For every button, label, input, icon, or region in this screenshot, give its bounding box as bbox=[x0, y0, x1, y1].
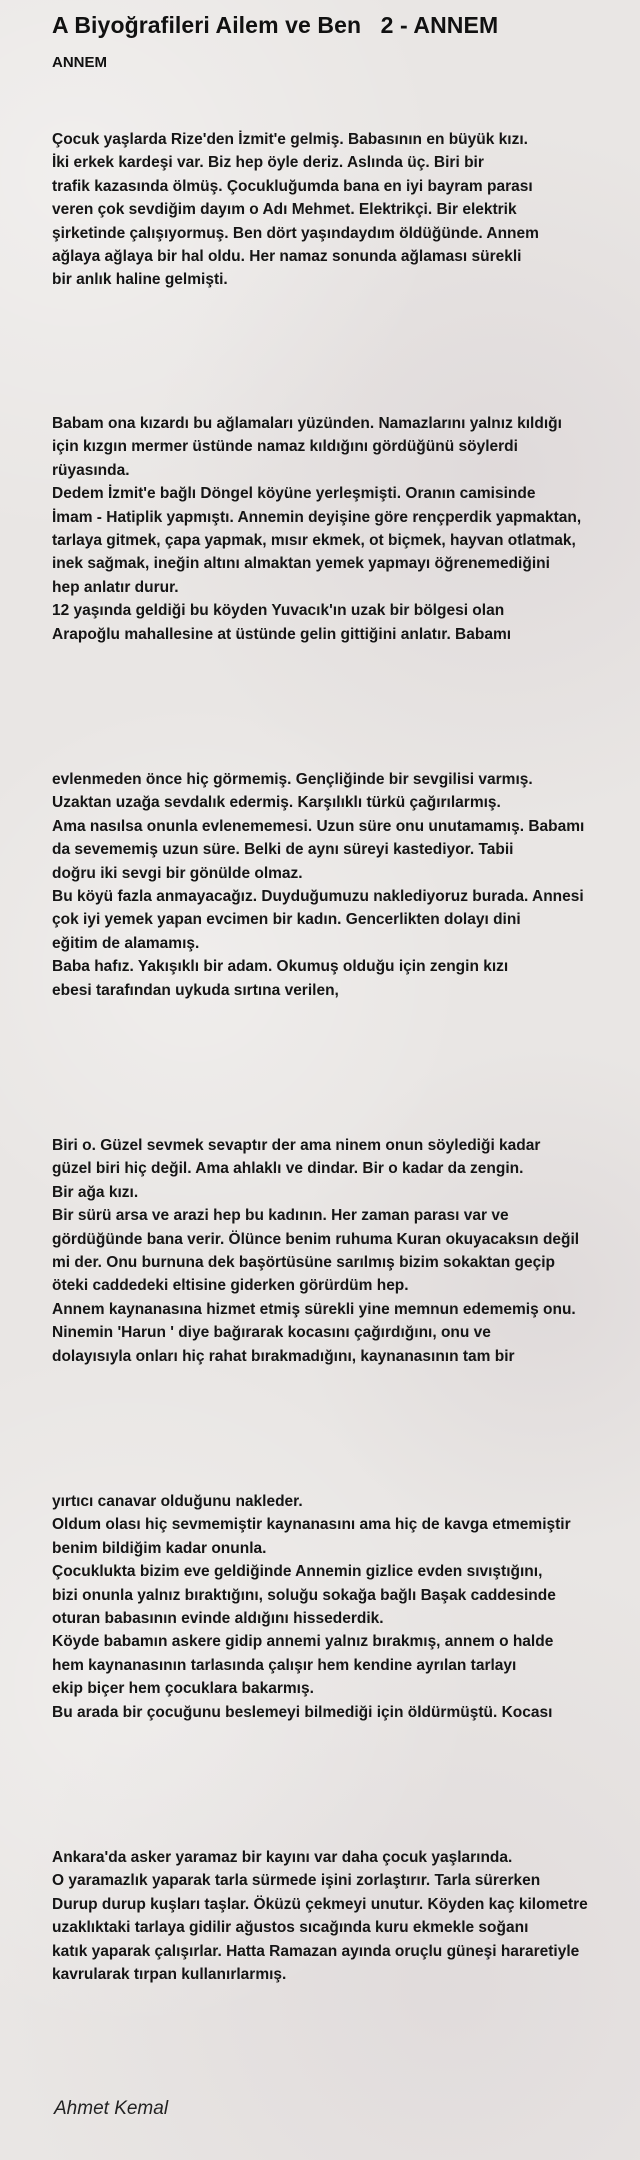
text-line: çok iyi yemek yapan evcimen bir kadın. Gencerlikten dolayı dini bbox=[52, 911, 521, 929]
text-line: inek sağmak, ineğin altını almaktan yemek yapmayı öğrenemediğini bbox=[52, 555, 550, 573]
paragraph bbox=[52, 768, 632, 1002]
text-line: İmam - Hatiplik yapmıştı. Annemin deyişine göre rençperdik yapmaktan, bbox=[52, 508, 582, 526]
page-title: A Biyoğrafileri Ailem ve Ben 2 - ANNEM bbox=[52, 12, 499, 38]
text-line: Bu arada bir çocuğunu beslemeyi bilmediği için öldürmüştü. Kocası bbox=[52, 1703, 553, 1721]
paragraph bbox=[52, 1846, 632, 1986]
text-line: doğru iki sevgi bir gönülde olmaz. bbox=[52, 864, 303, 882]
text-line: Ankara'da asker yaramaz bir kayını var daha çocuk yaşlarında. bbox=[52, 1849, 513, 1866]
paragraph bbox=[52, 1134, 632, 1368]
text-line: 12 yaşında geldiği bu köyden Yuvacık'ın uzak bir bölgesi olan bbox=[52, 602, 505, 620]
text-line: Durup durup kuşları taşlar. Öküzü çekmeyi unutur. Köyden kaç kilometre bbox=[52, 1895, 588, 1913]
text-line: Bu köyü fazla anmayacağız. Duyduğumuzu naklediyoruz burada. Annesi bbox=[52, 888, 584, 906]
text-line: mi der. Onu burnuna dek başörtüsüne sarılmış bizim sokaktan geçip bbox=[52, 1254, 556, 1272]
text-line: katık yaparak çalışırlar. Hatta Ramazan ayında oruçlu güneşi hararetiyle bbox=[52, 1942, 580, 1960]
text-line: oturan babasının evinde aldığını hissederdik. bbox=[52, 1610, 384, 1628]
text-line: Ama nasılsa onunla evlenememesi. Uzun süre onu unutamamış. Babamı bbox=[52, 817, 585, 835]
text-line: Bir sürü arsa ve arazi hep bu kadının. Her zaman parası var ve bbox=[52, 1207, 509, 1225]
text-line: uzaklıktaki tarlaya gidilir ağustos sıcağında kuru ekmekle soğanı bbox=[52, 1919, 529, 1937]
text-line: Ninemin 'Harun ' diye bağırarak kocasını çağırdığını, onu ve bbox=[52, 1324, 491, 1342]
text-line: tarlaya gitmek, çapa yapmak, mısır ekmek, ot biçmek, hayvan otlatmak, bbox=[52, 532, 576, 550]
text-line: bizi onunla yalnız bıraktığını, soluğu sokağa bağlı Başak caddesinde bbox=[52, 1586, 556, 1604]
text-line: Annem kaynanasına hizmet etmiş sürekli yine memnun edememiş onu. bbox=[52, 1300, 576, 1318]
text-line: hep anlatır durur. bbox=[52, 578, 179, 596]
text-line: ekip biçer hem çocuklara bakarmış. bbox=[52, 1680, 314, 1698]
paragraph bbox=[52, 1490, 632, 1724]
text-line: ağlaya ağlaya bir hal oldu. Her namaz sonunda ağlaması sürekli bbox=[52, 248, 522, 266]
paragraph bbox=[52, 412, 632, 646]
text-line: Bir ağa kızı. bbox=[52, 1183, 139, 1201]
text-line: dolayısıyla onları hiç rahat bırakmadığını, kaynanasının tam bir bbox=[52, 1347, 515, 1365]
text-line: yırtıcı canavar olduğunu nakleder. bbox=[52, 1493, 303, 1510]
text-line: kavrularak tırpan kullanırlarmış. bbox=[52, 1966, 287, 1984]
author-signature: Ahmet Kemal bbox=[54, 2098, 169, 2119]
text-line: eğitim de alamamış. bbox=[52, 934, 200, 952]
page-subtitle: ANNEM bbox=[52, 54, 107, 71]
text-line: gördüğünde bana verir. Ölünce benim ruhuma Kuran okuyacaksın değil bbox=[52, 1230, 580, 1248]
text-line: Çocuklukta bizim eve geldiğinde Annemin gizlice evden sıvıştığını, bbox=[52, 1563, 543, 1581]
text-line: ebesi tarafından uykuda sırtına verilen, bbox=[52, 981, 339, 999]
text-line: bir anlık haline gelmişti. bbox=[52, 271, 228, 289]
text-line: rüyasında. bbox=[52, 461, 130, 479]
text-line: Uzaktan uzağa sevdalık edermiş. Karşılıklı türkü çağırılarmış. bbox=[52, 794, 501, 812]
text-line: Arapoğlu mahallesine at üstünde gelin gittiğini anlatır. Babamı bbox=[52, 625, 512, 643]
text-line: evlenmeden önce hiç görmemiş. Gençliğinde bir sevgilisi varmış. bbox=[52, 771, 533, 788]
text-line: trafik kazasında ölmüş. Çocukluğumda bana en iyi bayram parası bbox=[52, 177, 533, 195]
text-line: Baba hafız. Yakışıklı bir adam. Okumuş olduğu için zengin kızı bbox=[52, 958, 509, 976]
text-line: Çocuk yaşlarda Rize'den İzmit'e gelmiş. Babasının en büyük kızı. bbox=[52, 131, 528, 148]
text-line: Biri o. Güzel sevmek sevaptır der ama ninem onun söylediği kadar bbox=[52, 1137, 541, 1154]
text-line: öteki caddedeki eltisine giderken görürdüm hep. bbox=[52, 1277, 409, 1295]
text-line: Oldum olası hiç sevmemiştir kaynanasını ama hiç de kavga etmemiştir bbox=[52, 1516, 571, 1534]
text-line: için kızgın mermer üstünde namaz kıldığını gördüğünü söylerdi bbox=[52, 438, 518, 456]
text-line: da sevememiş uzun süre. Belki de aynı süreyi kastediyor. Tabii bbox=[52, 841, 514, 859]
text-line: hem kaynanasının tarlasında çalışır hem kendine ayrılan tarlayı bbox=[52, 1656, 517, 1674]
text-line: güzel biri hiç değil. Ama ahlaklı ve dindar. Bir o kadar da zengin. bbox=[52, 1160, 524, 1178]
text-line: İki erkek kardeşi var. Biz hep öyle deriz. Aslında üç. Biri bir bbox=[52, 154, 484, 172]
text-line: Dedem İzmit'e bağlı Döngel köyüne yerleşmişti. Oranın camisinde bbox=[52, 485, 536, 503]
text-line: veren çok sevdiğim dayım o Adı Mehmet. Elektrikçi. Bir elektrik bbox=[52, 201, 517, 219]
paragraph bbox=[52, 128, 632, 292]
text-line: Babam ona kızardı bu ağlamaları yüzünden. Namazlarını yalnız kıldığı bbox=[52, 415, 562, 432]
text-line: benim bildiğim kadar onunla. bbox=[52, 1539, 267, 1557]
text-line: O yaramazlık yaparak tarla sürmede işini zorlaştırır. Tarla sürerken bbox=[52, 1872, 541, 1890]
text-line: Köyde babamın askere gidip annemi yalnız bırakmış, annem o halde bbox=[52, 1633, 554, 1651]
text-line: şirketinde çalışıyormuş. Ben dört yaşındaydım öldüğünde. Annem bbox=[52, 224, 539, 242]
